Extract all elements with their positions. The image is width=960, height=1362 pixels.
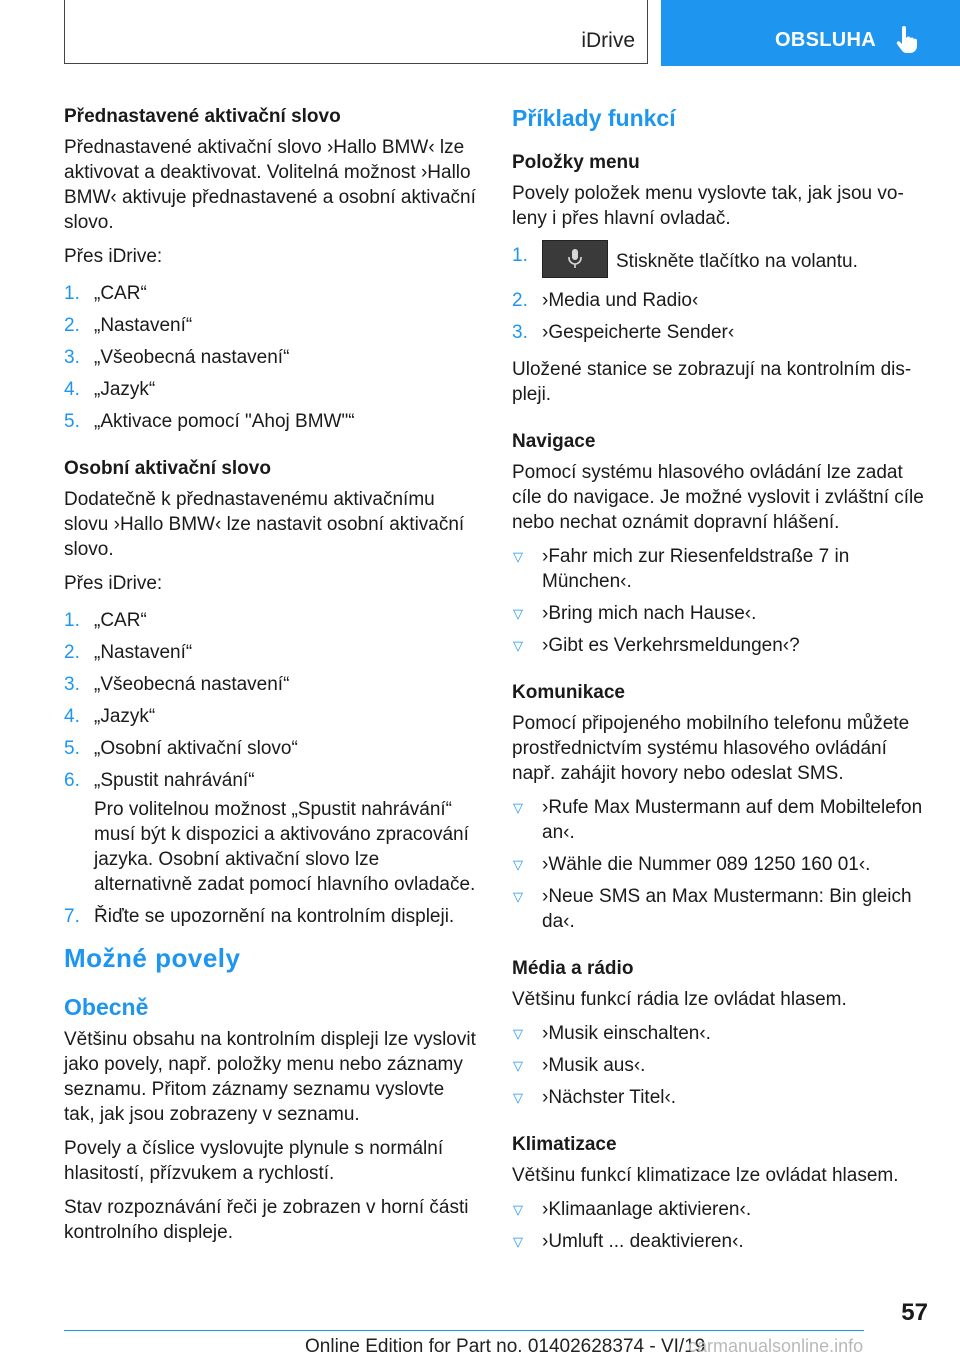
step-item xyxy=(64,768,478,897)
step-item xyxy=(64,608,478,633)
step-item xyxy=(512,320,930,345)
example-text: ›Fahr mich zur Riesenfeldstraße 7 in München‹. xyxy=(542,546,850,592)
example-item xyxy=(512,884,930,934)
preset-heading: Přednastavené aktivační slovo xyxy=(64,106,341,127)
example-item xyxy=(512,601,930,626)
step-text: „Aktivace pomocí "Ahoj BMW"“ xyxy=(94,411,355,432)
hand-pointer-icon xyxy=(895,26,919,59)
step-text: „Osobní aktivační slovo“ xyxy=(94,738,298,759)
triangle-bullet-icon: ▽ xyxy=(513,1026,523,1041)
step-note: Pro volitelnou možnost „Spustit nahrávání“ musí být k dispozici a aktivováno zpracování jazyka. Osobní aktivační slovo lze alternativně zadat pomocí hlavního ovladače. xyxy=(94,799,476,895)
step-text: Stiskněte tlačítko na volantu. xyxy=(616,251,858,273)
section-title: iDrive xyxy=(581,29,635,52)
example-text: ›Gibt es Verkehrsmeldungen‹? xyxy=(542,635,800,656)
triangle-bullet-icon: ▽ xyxy=(513,606,523,621)
step-text: „Jazyk“ xyxy=(94,706,156,727)
voice-button-image xyxy=(542,240,608,278)
step-text: „Nastavení“ xyxy=(94,315,193,336)
example-item xyxy=(512,1053,930,1078)
climate-text: Většinu funkcí klimatizace lze ovládat hlasem. xyxy=(512,1165,899,1186)
general-p3: Stav rozpoznávání řeči je zobrazen v horní části kontrolního displeje. xyxy=(64,1197,469,1243)
example-item xyxy=(512,1197,930,1222)
step-number: 2. xyxy=(512,290,528,311)
examples-title: Příklady funkcí xyxy=(512,105,676,131)
chapter-tab xyxy=(661,0,960,66)
menu-after: Uložené stanice se zobrazují na kontrolním displeji. xyxy=(512,359,912,405)
personal-via: Přes iDrive: xyxy=(64,573,163,594)
step-number: 5. xyxy=(64,411,80,432)
step-item xyxy=(64,345,478,370)
step-number: 3. xyxy=(512,322,528,343)
climate-examples xyxy=(512,1197,930,1254)
personal-heading: Osobní aktivační slovo xyxy=(64,458,271,479)
example-text: ›Musik einschalten‹. xyxy=(542,1023,711,1044)
personal-text: Dodatečně k přednastavenému aktivačnímu slovu ›Hallo BMW‹ lze nastavit osobní aktivační slovo. xyxy=(64,489,465,560)
microphone-icon xyxy=(567,248,583,270)
step-number: 1. xyxy=(64,610,80,631)
example-item xyxy=(512,1085,930,1110)
triangle-bullet-icon: ▽ xyxy=(513,857,523,872)
triangle-bullet-icon: ▽ xyxy=(513,889,523,904)
menu-steps xyxy=(512,243,930,345)
general-heading: Obecně xyxy=(64,994,149,1020)
chapter-label: OBSLUHA xyxy=(775,29,876,51)
footer-divider xyxy=(64,1330,864,1331)
edition-note: Online Edition for Part no. 01402628374 - VI/19 xyxy=(305,1336,706,1357)
example-item xyxy=(512,795,930,845)
example-item xyxy=(512,1021,930,1046)
preset-text: Přednastavené aktivační slovo ›Hallo BMW‹ lze aktivovat a deaktivovat. Volitelná možnost ›Hallo BMW‹ aktivuje přednastavené a osobní aktivační slovo. xyxy=(64,137,476,233)
step-number: 2. xyxy=(64,642,80,663)
step-item xyxy=(64,377,478,402)
triangle-bullet-icon: ▽ xyxy=(513,800,523,815)
triangle-bullet-icon: ▽ xyxy=(513,1058,523,1073)
step-text: „CAR“ xyxy=(94,283,147,304)
menu-heading: Položky menu xyxy=(512,152,640,173)
communication-text: Pomocí připojeného mobilního telefonu můžete prostřednictvím systému hlasového ovládání např. zahájit hovory nebo odeslat SMS. xyxy=(512,713,910,784)
step-number: 6. xyxy=(64,770,80,791)
step-text: „Všeobecná nastavení“ xyxy=(94,674,290,695)
right-column xyxy=(512,100,930,1266)
header-box xyxy=(64,0,648,64)
triangle-bullet-icon: ▽ xyxy=(513,549,523,564)
triangle-bullet-icon: ▽ xyxy=(513,638,523,653)
example-item xyxy=(512,1229,930,1254)
step-number: 1. xyxy=(64,283,80,304)
step-number: 4. xyxy=(64,379,80,400)
example-item xyxy=(512,633,930,658)
step-item xyxy=(64,640,478,665)
menu-text: Povely položek menu vyslovte tak, jak jsou voleny i přes hlavní ovladač. xyxy=(512,183,904,229)
step-item xyxy=(64,704,478,729)
example-text: ›Bring mich nach Hause‹. xyxy=(542,603,757,624)
media-examples xyxy=(512,1021,930,1110)
step-text: „Všeobecná nastavení“ xyxy=(94,347,290,368)
media-text: Většinu funkcí rádia lze ovládat hlasem. xyxy=(512,989,847,1010)
step-text: „Jazyk“ xyxy=(94,379,156,400)
step-item xyxy=(64,736,478,761)
example-item xyxy=(512,852,930,877)
communication-examples xyxy=(512,795,930,934)
example-item xyxy=(512,544,930,594)
step-item xyxy=(64,313,478,338)
navigation-text: Pomocí systému hlasového ovládání lze zadat cíle do navigace. Je možné vyslovit i zvláštní cíle nebo nechat oznámit dopravní hlášení. xyxy=(512,462,924,533)
example-text: ›Umluft ... deaktivieren‹. xyxy=(542,1231,744,1252)
example-text: ›Nächster Titel‹. xyxy=(542,1087,677,1108)
step-text: „CAR“ xyxy=(94,610,147,631)
navigation-examples xyxy=(512,544,930,658)
preset-steps xyxy=(64,281,478,434)
general-p1: Většinu obsahu na kontrolním displeji lze vyslovit jako povely, např. položky menu nebo záznamy seznamu. Přitom záznamy seznamu vyslovte tak, jak jsou zobrazeny v seznamu. xyxy=(64,1029,476,1125)
step-number: 3. xyxy=(64,347,80,368)
step-text: „Spustit nahrávání“ xyxy=(94,770,255,791)
example-text: ›Musik aus‹. xyxy=(542,1055,646,1076)
step-number: 7. xyxy=(64,906,80,927)
step-number: 1. xyxy=(512,245,528,266)
example-text: ›Rufe Max Mustermann auf dem Mobiltelefon an‹. xyxy=(542,797,923,843)
triangle-bullet-icon: ▽ xyxy=(513,1202,523,1217)
step-item xyxy=(512,243,930,281)
triangle-bullet-icon: ▽ xyxy=(513,1090,523,1105)
page-number: 57 xyxy=(901,1299,928,1326)
step-text: „Nastavení“ xyxy=(94,642,193,663)
commands-title: Možné povely xyxy=(64,943,241,973)
step-number: 3. xyxy=(64,674,80,695)
navigation-heading: Navigace xyxy=(512,431,596,452)
step-item xyxy=(64,904,478,929)
communication-heading: Komunikace xyxy=(512,682,625,703)
step-item xyxy=(512,288,930,313)
media-heading: Média a rádio xyxy=(512,958,634,979)
example-text: ›Neue SMS an Max Mustermann: Bin gleich da‹. xyxy=(542,886,912,932)
left-column xyxy=(64,100,478,1254)
step-item xyxy=(64,672,478,697)
step-number: 2. xyxy=(64,315,80,336)
example-text: ›Wähle die Nummer 089 1250 160 01‹. xyxy=(542,854,871,875)
step-number: 5. xyxy=(64,738,80,759)
step-item xyxy=(64,409,478,434)
triangle-bullet-icon: ▽ xyxy=(513,1234,523,1249)
preset-via: Přes iDrive: xyxy=(64,246,163,267)
step-text: ›Gespeicherte Sender‹ xyxy=(542,322,735,343)
step-item xyxy=(64,281,478,306)
step-number: 4. xyxy=(64,706,80,727)
step-text: ›Media und Radio‹ xyxy=(542,290,699,311)
climate-heading: Klimatizace xyxy=(512,1134,617,1155)
watermark: carmanualsonline.info xyxy=(688,1336,864,1356)
step-text: Řiďte se upozornění na kontrolním displeji. xyxy=(94,906,455,927)
general-p2: Povely a číslice vyslovujte plynule s normální hlasitostí, přízvukem a rychlostí. xyxy=(64,1138,444,1184)
personal-steps xyxy=(64,608,478,929)
example-text: ›Klimaanlage aktivieren‹. xyxy=(542,1199,752,1220)
